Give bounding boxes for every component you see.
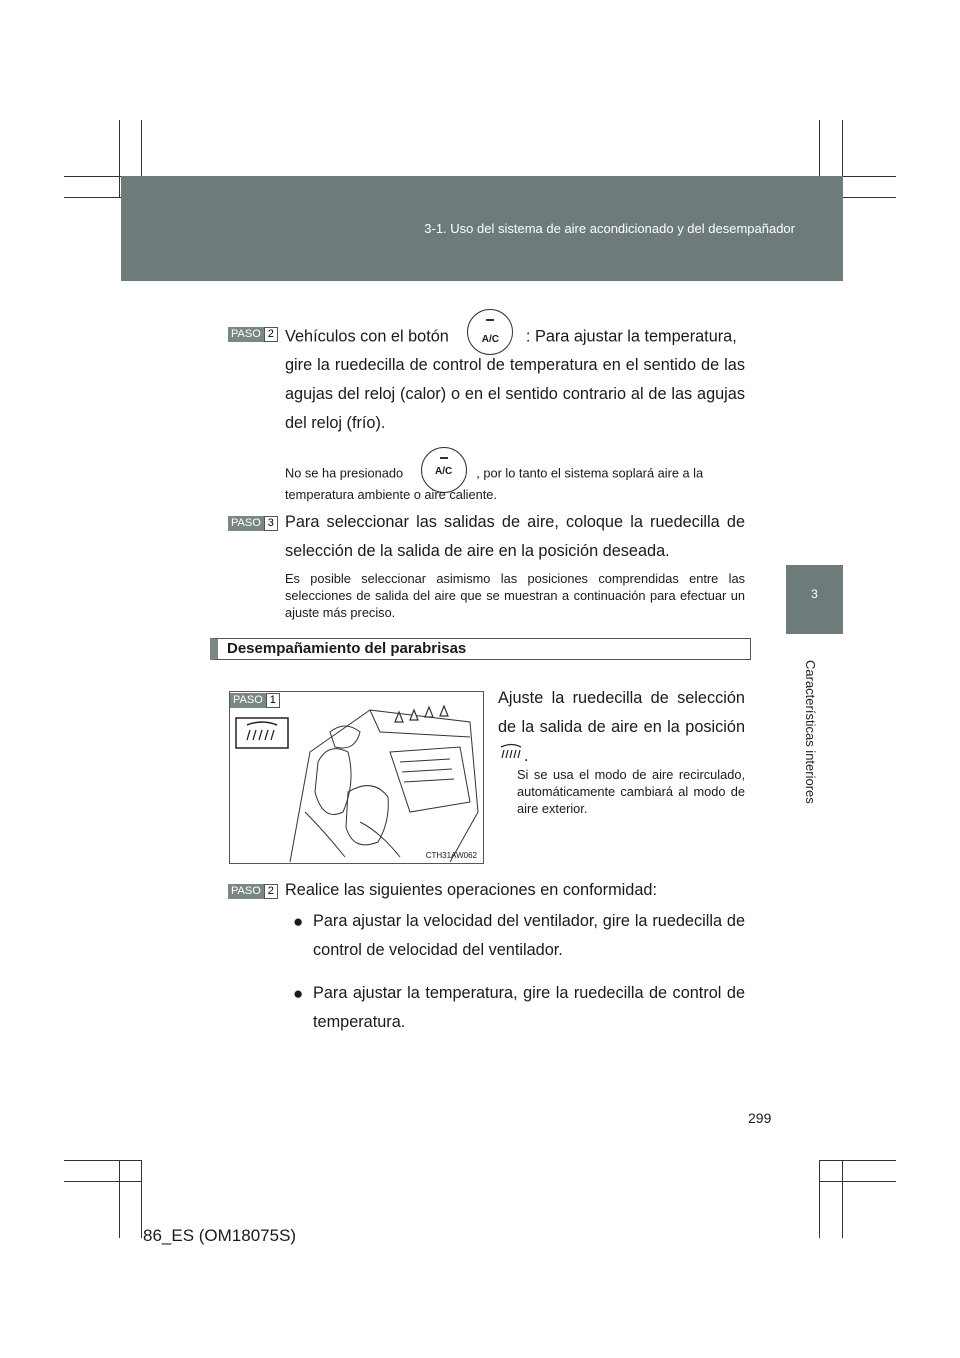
crop-mark bbox=[820, 1160, 896, 1161]
chapter-label: Características interiores bbox=[803, 660, 818, 804]
chapter-tab bbox=[786, 565, 843, 634]
bullet-item: ● Para ajustar la temperatura, gire la ruedecilla de control de temperatura. bbox=[293, 979, 745, 1039]
document-code: 86_ES (OM18075S) bbox=[143, 1226, 297, 1245]
figure-instruction: Ajuste la ruedecilla de selección de la salida de aire en la posición . bbox=[498, 684, 745, 771]
crop-mark bbox=[64, 1181, 142, 1182]
crop-mark bbox=[64, 1160, 142, 1161]
step-note: No se ha presionado A/C , por lo tanto el sistema soplará aire a la bbox=[285, 455, 755, 493]
section-heading bbox=[210, 638, 751, 660]
chapter-number: 3 bbox=[811, 587, 818, 601]
section-title: Desempañamiento del parabrisas bbox=[227, 640, 467, 657]
step-text-cont: gire la ruedecilla de control de temperatura en el sentido de las agujas del reloj (calor) o en el sentido contrario al de las agujas del reloj (frío). bbox=[285, 356, 745, 432]
step-badge: PASO 1 bbox=[230, 693, 280, 708]
crop-mark bbox=[119, 1160, 120, 1238]
crop-mark bbox=[141, 1160, 142, 1238]
step-note-cont: temperatura ambiente o aire caliente. bbox=[285, 487, 497, 502]
crop-mark bbox=[119, 120, 120, 198]
crop-mark bbox=[819, 1160, 820, 1238]
header-band bbox=[121, 176, 843, 281]
step-text: Vehículos con el botón A/C : Para ajustar la temperatura, bbox=[285, 319, 745, 355]
bullet-dot: ● bbox=[293, 912, 304, 931]
step-note: Es posible seleccionar asimismo las posiciones comprendidas entre las selecciones de salida del aire que se muestran a continuación para efectuar un ajuste más preciso. bbox=[285, 571, 745, 620]
page-number: 299 bbox=[748, 1110, 772, 1126]
step-intro: Realice las siguientes operaciones en conformidad: bbox=[285, 881, 657, 899]
bullet-item: ● Para ajustar la velocidad del ventilador, gire la ruedecilla de control de velocidad del ventilador. bbox=[293, 907, 745, 967]
defroster-illustration bbox=[229, 691, 484, 864]
crop-mark bbox=[820, 1181, 896, 1182]
section-header-title: 3-1. Uso del sistema de aire acondicionado y del desempañador bbox=[424, 221, 795, 236]
figure-note: Si se usa el modo de aire recirculado, automáticamente cambiará al modo de aire exterior. bbox=[517, 767, 745, 816]
step-text: Para seleccionar las salidas de aire, coloque la ruedecilla de selección de la salida de aire en la posición deseada. bbox=[285, 513, 745, 560]
step-badge: PASO 2 bbox=[228, 327, 278, 342]
step-badge: PASO 3 bbox=[228, 516, 278, 531]
step-badge: PASO 2 bbox=[228, 884, 278, 899]
car-interior-drawing bbox=[230, 692, 483, 863]
figure-code: CTH31AW062 bbox=[425, 851, 477, 860]
bullet-dot: ● bbox=[293, 984, 304, 1003]
ac-button-icon: A/C bbox=[467, 309, 513, 355]
ac-button-icon: A/C bbox=[421, 447, 467, 493]
crop-mark bbox=[842, 1160, 843, 1238]
